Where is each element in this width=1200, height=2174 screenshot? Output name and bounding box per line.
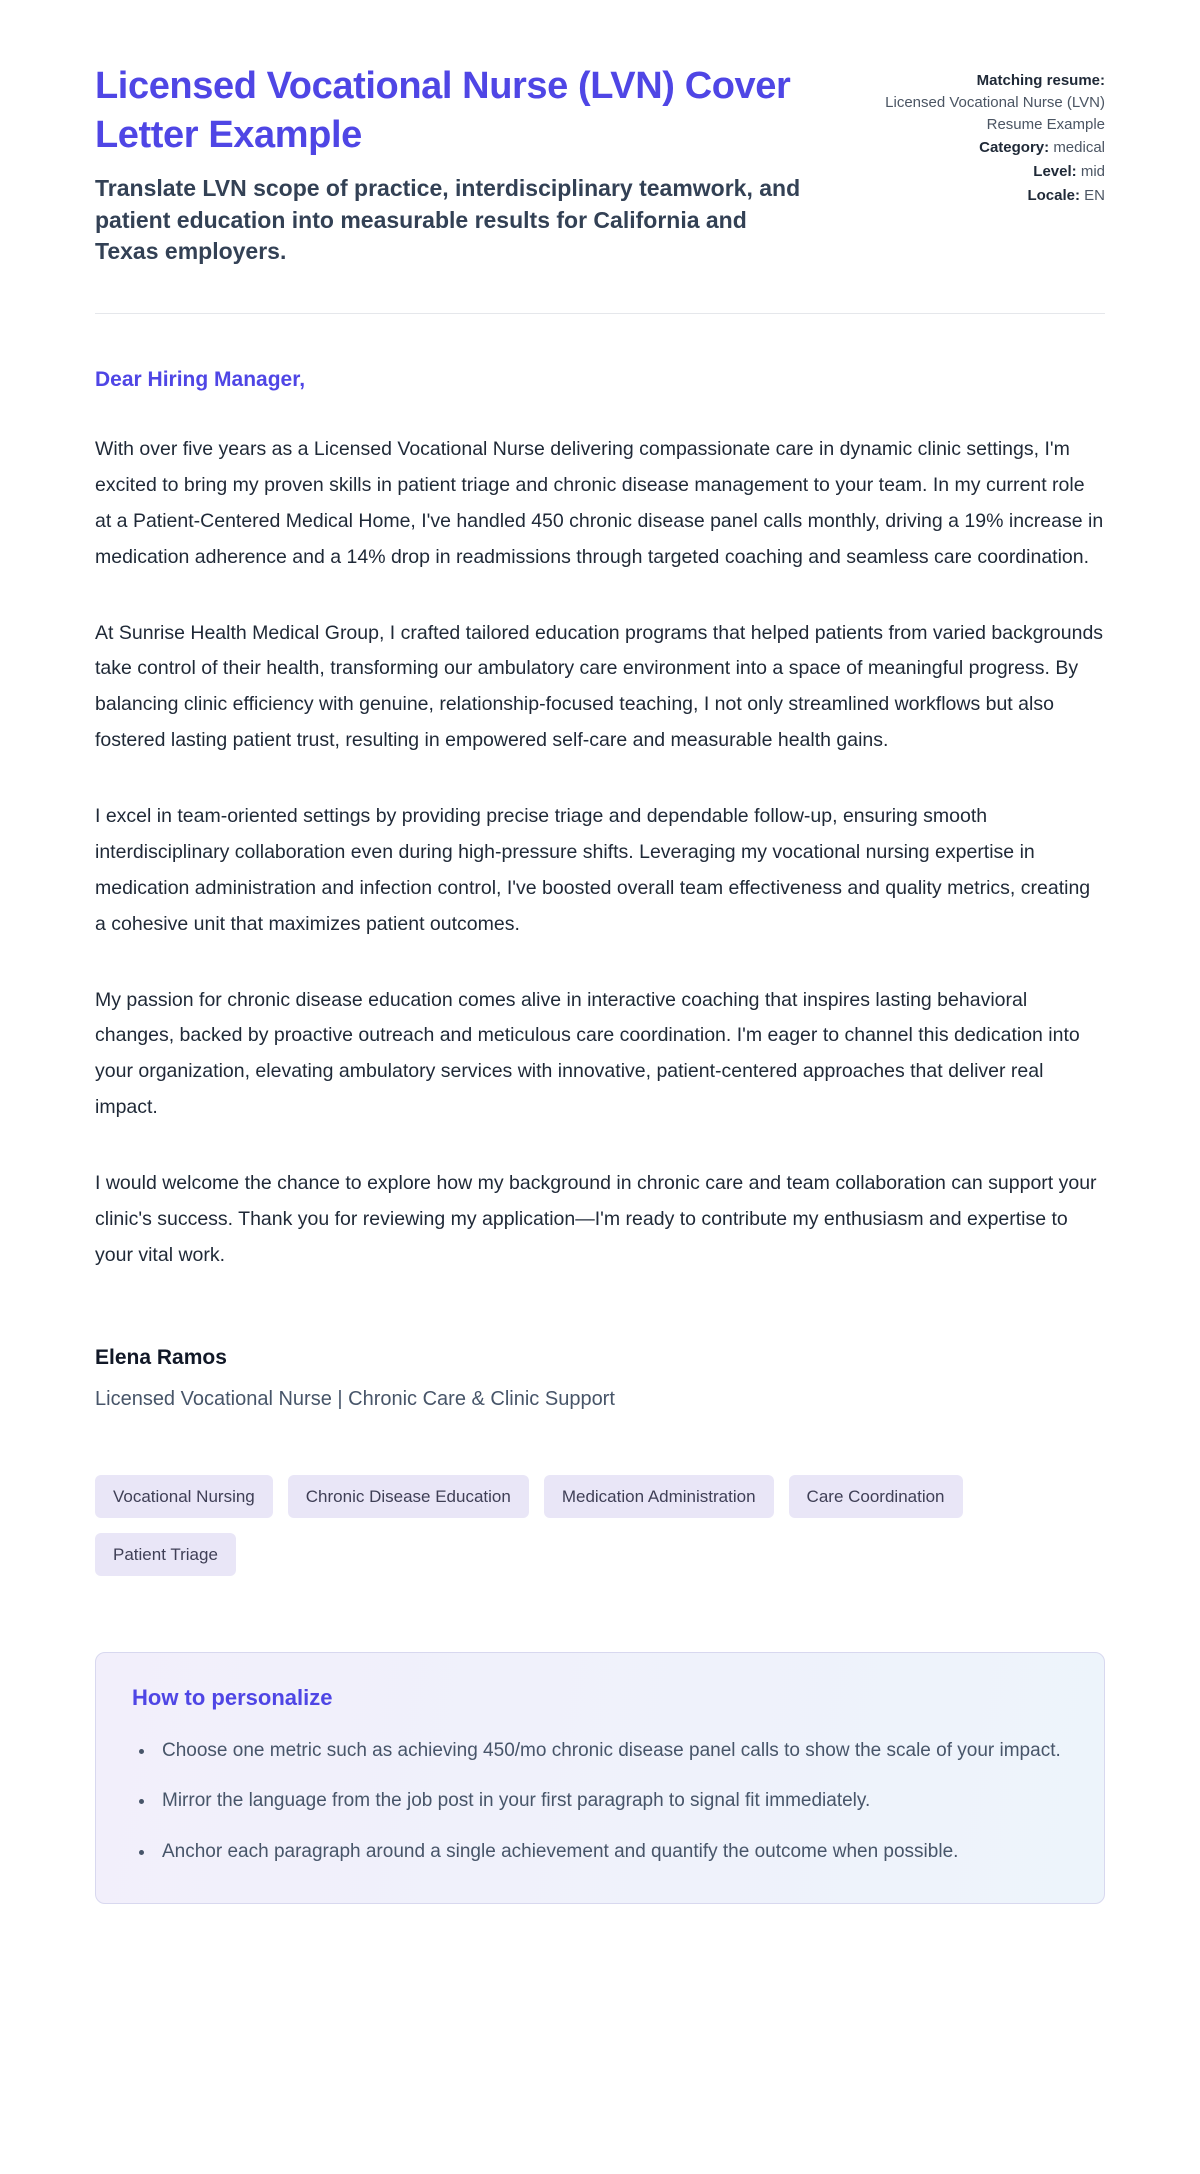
- meta-locale: [847, 185, 1105, 207]
- personalize-tip: • Anchor each paragraph around a single achievement and quantify the outcome when possible.: [156, 1836, 1068, 1869]
- meta-locale-label: Locale:: [1027, 186, 1080, 204]
- letter-paragraph: I would welcome the chance to explore how my background in chronic care and team collaboration can support your clinic's success. Thank you for reviewing my application—I'm ready to contribute my enthusiasm and expertise to your vital work.: [95, 1172, 1097, 1266]
- meta-level-value: mid: [1080, 163, 1105, 180]
- personalize-tip: • Choose one metric such as achieving 450/mo chronic disease panel calls to show the scale of your impact.: [156, 1735, 1068, 1768]
- personalize-list: [132, 1735, 1068, 1869]
- meta-category-value: medical: [1053, 139, 1105, 157]
- skill-tags: [95, 1475, 1105, 1576]
- meta-level-label: Level:: [1033, 163, 1077, 180]
- skill-tag: Care Coordination: [789, 1475, 963, 1518]
- meta-locale-value: EN: [1084, 186, 1105, 204]
- skill-tag: Medication Administration: [544, 1475, 774, 1518]
- personalize-title: How to personalize: [132, 1684, 333, 1710]
- meta-category-label: Category:: [979, 139, 1050, 157]
- meta-matching-resume-value: Licensed Vocational Nurse (LVN) Resume Example: [885, 93, 1105, 133]
- cover-letter-page: [95, 0, 1105, 1944]
- skill-tag: Vocational Nursing: [95, 1475, 273, 1518]
- header-divider: [95, 313, 1105, 314]
- letter-paragraph: I excel in team-oriented settings by providing precise triage and dependable follow-up, ensuring smooth interdisciplinary collaboration even during high-pressure shifts. Leveraging my vocational nursing expertise in medication administration and infection control, I've boosted overall team effectiveness and quality metrics, creating a cohesive unit that maximizes patient outcomes.: [95, 805, 1091, 935]
- meta-panel: [847, 62, 1105, 267]
- letter-paragraph: My passion for chronic disease education comes alive in interactive coaching that inspires lasting behavioral changes, backed by proactive outreach and meticulous care coordination. I'm eager to channel this dedication into your organization, elevating ambulatory services with innovative, patient-centered approaches that deliver real impact.: [95, 988, 1080, 1119]
- header: [95, 62, 1105, 267]
- personalize-tip: • Mirror the language from the job post in your first paragraph to signal fit immediately.: [156, 1785, 1068, 1818]
- page-title: Licensed Vocational Nurse (LVN) Cover Letter Example: [95, 65, 791, 156]
- meta-level: [847, 161, 1105, 183]
- salutation: Dear Hiring Manager,: [95, 368, 306, 392]
- header-title-block: [95, 62, 807, 267]
- page-subtitle: Translate LVN scope of practice, interdisciplinary teamwork, and patient education into measurable results for California and Texas employers.: [95, 175, 801, 264]
- signature-name: Elena Ramos: [95, 1345, 227, 1369]
- signature-title: Licensed Vocational Nurse | Chronic Care & Clinic Support: [95, 1387, 615, 1410]
- meta-matching-resume-label: Matching resume:: [976, 72, 1105, 89]
- letter-body: [95, 368, 1105, 1411]
- letter-paragraph: With over five years as a Licensed Vocational Nurse delivering compassionate care in dynamic clinic settings, I'm excited to bring my proven skills in patient triage and chronic disease management to your team. In my current role at a Patient-Centered Medical Home, I've handled 450 chronic disease panel calls monthly, driving a 19% increase in medication adherence and a 14% drop in readmissions through targeted coaching and seamless care coordination.: [95, 438, 1104, 568]
- skill-tag: Patient Triage: [95, 1533, 236, 1576]
- personalize-callout: [95, 1652, 1105, 1904]
- meta-category: [847, 137, 1105, 159]
- meta-matching-resume: [847, 70, 1105, 135]
- skill-tag: Chronic Disease Education: [288, 1475, 529, 1518]
- letter-paragraph: At Sunrise Health Medical Group, I crafted tailored education programs that helped patients from varied backgrounds take control of their health, transforming our ambulatory care environment into a space of meaningful progress. By balancing clinic efficiency with genuine, relationship-focused teaching, I not only streamlined workflows but also fostered lasting patient trust, resulting in empowered self-care and measurable health gains.: [95, 621, 1104, 752]
